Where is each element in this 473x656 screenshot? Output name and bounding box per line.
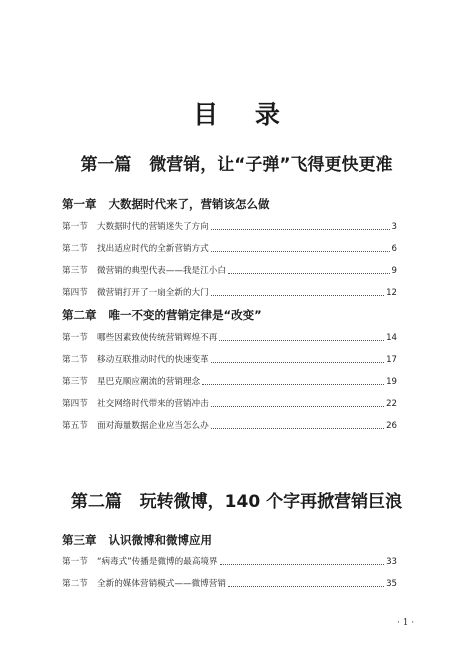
section-title: 微营销的典型代表——我是江小白 (97, 266, 226, 276)
dot-leader (219, 340, 384, 341)
section-page: 26 (386, 421, 397, 431)
section-page: 9 (391, 266, 397, 276)
toc-entry[interactable] (62, 555, 397, 569)
dot-leader (228, 586, 384, 587)
section-number: 第二节 (62, 355, 88, 365)
toc-entry[interactable] (62, 419, 397, 433)
part-heading-text: 第一篇 微营销，让“子弹”飞得更快更准 (80, 155, 393, 175)
dot-leader (211, 295, 384, 296)
section-page: 14 (386, 333, 397, 343)
part-heading (0, 150, 473, 175)
dot-leader (211, 428, 384, 429)
page-number: · 1 · (397, 618, 415, 628)
dot-leader (228, 273, 390, 274)
section-number: 第三节 (62, 377, 88, 387)
toc-title: 目 录 (193, 100, 294, 129)
dot-leader (211, 251, 390, 252)
section-title: 大数据时代的营销迷失了方向 (97, 222, 209, 232)
section-number: 第三节 (62, 266, 88, 276)
section-number: 第一节 (62, 333, 88, 343)
section-number: 第五节 (62, 421, 88, 431)
part-heading (0, 487, 473, 512)
dot-leader (202, 384, 384, 385)
section-title: 哪些因素致使传统营销辉煌不再 (97, 333, 218, 343)
section-title: 移动互联推动时代的快速变革 (97, 355, 209, 365)
section-title: 社交网络时代带来的营销冲击 (97, 399, 209, 409)
toc-entry[interactable] (62, 397, 397, 411)
chapter-heading: 第三章 认识微博和微博应用 (62, 533, 213, 547)
section-page: 35 (386, 579, 397, 589)
chapter-heading: 第二章 唯一不变的营销定律是“改变” (62, 308, 262, 322)
section-number: 第二节 (62, 244, 88, 254)
toc-entry[interactable] (62, 353, 397, 367)
section-number: 第一节 (62, 222, 88, 232)
section-title: 面对海量数据企业应当怎么办 (97, 421, 209, 431)
section-title: 全新的媒体营销模式——微博营销 (97, 579, 226, 589)
dot-leader (220, 564, 384, 565)
section-title: 星巴克顺应潮流的营销理念 (97, 377, 201, 387)
section-number: 第二节 (62, 579, 88, 589)
dot-leader (211, 362, 384, 363)
section-page: 3 (391, 222, 397, 232)
section-page: 33 (386, 557, 397, 567)
section-page: 19 (386, 377, 397, 387)
toc-entry[interactable] (62, 264, 397, 278)
toc-entry[interactable] (62, 242, 397, 256)
chapter-heading: 第一章 大数据时代来了，营销该怎么做 (62, 197, 270, 211)
section-number: 第四节 (62, 288, 88, 298)
toc-entry[interactable] (62, 577, 397, 591)
section-number: 第一节 (62, 557, 88, 567)
section-page: 17 (386, 355, 397, 365)
section-title: “病毒式”传播是微博的最高境界 (97, 557, 218, 567)
section-number: 第四节 (62, 399, 88, 409)
section-page: 22 (386, 399, 397, 409)
dot-leader (211, 229, 390, 230)
section-title: 找出适应时代的全新营销方式 (97, 244, 209, 254)
section-title: 微营销打开了一扇全新的大门 (97, 288, 209, 298)
section-page: 12 (386, 288, 397, 298)
dot-leader (211, 406, 384, 407)
toc-entry[interactable] (62, 220, 397, 234)
section-page: 6 (391, 244, 397, 254)
toc-entry[interactable] (62, 375, 397, 389)
part-heading-text: 第二篇 玩转微博，140 个字再掀营销巨浪 (70, 492, 403, 512)
toc-entry[interactable] (62, 331, 397, 345)
toc-entry[interactable] (62, 286, 397, 300)
